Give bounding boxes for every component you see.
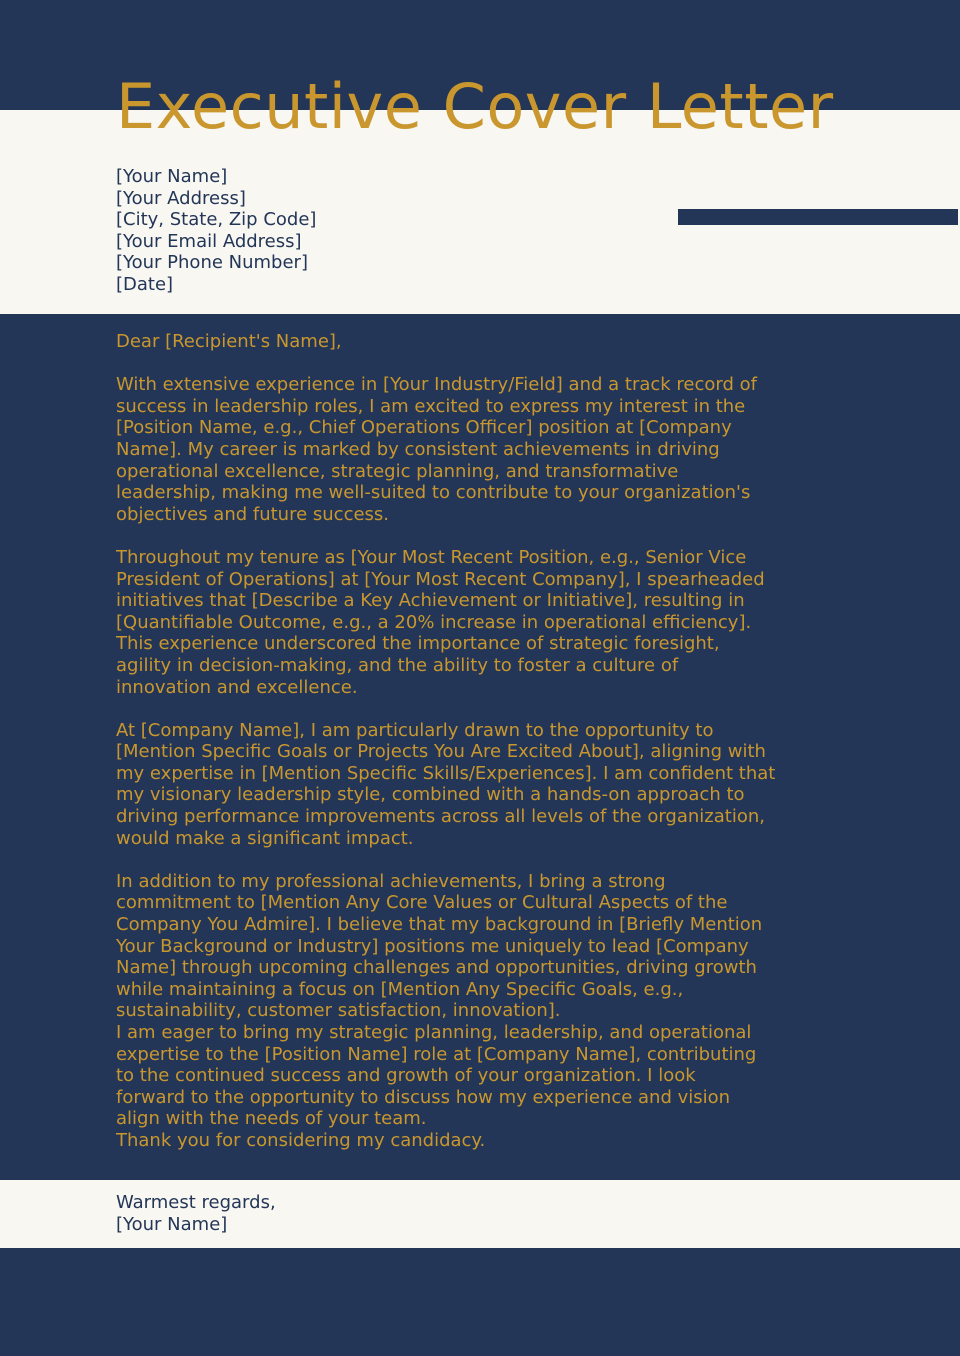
paragraph-line: Your Background or Industry] positions me uniquely to lead [Company (116, 935, 749, 957)
paragraph-line: my expertise in [Mention Specific Skills/Experiences]. I am confident that (116, 762, 776, 784)
paragraph-line: driving performance improvements across all levels of the organization, (116, 806, 765, 828)
paragraph (116, 1022, 775, 1130)
paragraph-line: agility in decision-making, and the ability to foster a culture of (116, 654, 679, 676)
paragraph-line: [Quantifiable Outcome, e.g., a 20% increase in operational efficiency]. (116, 611, 752, 633)
signoff (116, 1192, 276, 1235)
paragraph (116, 1130, 775, 1152)
paragraph (116, 547, 775, 698)
paragraph-line: With extensive experience in [Your Industry/Field] and a track record of (116, 374, 757, 396)
sender-line: [Your Phone Number] (116, 252, 308, 274)
signature: [Your Name] (116, 1213, 228, 1235)
paragraph-line: [Position Name, e.g., Chief Operations Officer] position at [Company (116, 417, 732, 439)
paragraph-line: Throughout my tenure as [Your Most Recent Position, e.g., Senior Vice (116, 546, 747, 568)
paragraph-line: objectives and future success. (116, 503, 390, 525)
sender-line: [Date] (116, 273, 174, 295)
paragraph-line: This experience underscored the importance of strategic foresight, (116, 633, 720, 655)
paragraph-line: In addition to my professional achievements, I bring a strong (116, 870, 666, 892)
sender-line: [Your Name] (116, 166, 228, 187)
paragraph-line: success in leadership roles, I am excited to express my interest in the (116, 395, 746, 417)
sender-info (116, 166, 316, 296)
paragraph-line: align with the needs of your team. (116, 1108, 427, 1130)
paragraph-line: initiatives that [Describe a Key Achievement or Initiative], resulting in (116, 590, 745, 612)
letter-body (116, 331, 775, 1173)
paragraph-line: Name] through upcoming challenges and opportunities, driving growth (116, 957, 757, 979)
paragraph-line: to the continued success and growth of your organization. I look (116, 1065, 696, 1087)
paragraph-line: [Mention Specific Goals or Projects You Are Excited About], aligning with (116, 741, 766, 763)
paragraph-line: innovation and excellence. (116, 676, 358, 698)
paragraph-line: while maintaining a focus on [Mention Any Specific Goals, e.g., (116, 978, 684, 1000)
paragraph-line: operational excellence, strategic planning, and transformative (116, 460, 679, 482)
accent-bar (678, 209, 958, 225)
paragraph-line: would make a significant impact. (116, 827, 414, 849)
paragraph-line: President of Operations] at [Your Most Recent Company], I spearheaded (116, 568, 765, 590)
paragraph-line: my visionary leadership style, combined with a hands-on approach to (116, 784, 745, 806)
paragraph-line: expertise to the [Position Name] role at [Company Name], contributing (116, 1043, 757, 1065)
paragraph (116, 871, 775, 1022)
paragraph (116, 374, 775, 525)
paragraph-line: forward to the opportunity to discuss how my experience and vision (116, 1086, 731, 1108)
sender-line: [Your Email Address] (116, 230, 302, 252)
paragraph-line: Company You Admire]. I believe that my background in [Briefly Mention (116, 914, 763, 936)
salutation: Dear [Recipient's Name], (116, 331, 342, 352)
paragraph-line: At [Company Name], I am particularly drawn to the opportunity to (116, 719, 714, 741)
paragraph (116, 720, 775, 850)
paragraph-line: Name]. My career is marked by consistent achievements in driving (116, 438, 720, 460)
sender-line: [Your Address] (116, 187, 246, 209)
sender-line: [City, State, Zip Code] (116, 209, 317, 231)
paragraph-line: sustainability, customer satisfaction, innovation]. (116, 1000, 561, 1022)
paragraph-line: commitment to [Mention Any Core Values or Cultural Aspects of the (116, 892, 728, 914)
page-title: Executive Cover Letter (116, 70, 834, 143)
paragraph-line: Thank you for considering my candidacy. (116, 1129, 486, 1151)
closing: Warmest regards, (116, 1192, 276, 1213)
paragraph-line: leadership, making me well-suited to contribute to your organization's (116, 482, 751, 504)
paragraph-line: I am eager to bring my strategic planning, leadership, and operational (116, 1022, 752, 1043)
